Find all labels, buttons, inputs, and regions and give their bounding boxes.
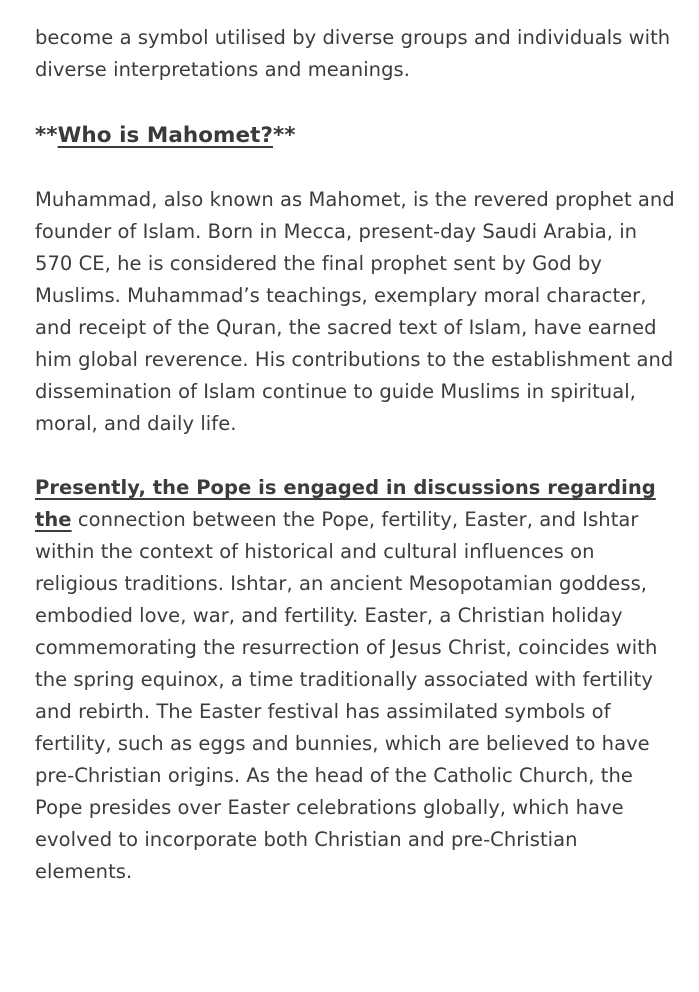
intro-paragraph: become a symbol utilised by diverse groups and individuals with diverse interpretations and meanings. xyxy=(35,26,671,81)
pope-text: connection between the Pope, fertility, Easter, and Ishtar within the context of historical and cultural influences on religious traditions. Ishtar, an ancient Mesopotamian goddess, embodied love, war, and fertility. Easter, a Christian holiday commemorating the resurrection of Jesus Christ, coincides with the spring equinox, a time traditionally associated with fertility and rebirth. The Easter festival has assimilated symbols of fertility, such as eggs and bunnies, which are believed to have pre-Christian origins. As the head of the Catholic Church, the Pope presides over Easter celebrations globally, which have evolved to incorporate both Christian and pre-Christian elements. xyxy=(35,508,658,883)
bio-paragraph: Muhammad, also known as Mahomet, is the revered prophet and founder of Islam. Born in Mecca, present-day Saudi Arabia, in 570 CE, he is considered the final prophet sent by God by Muslims. Muhammad’s teachings, exemplary moral character, and receipt of the Quran, the sacred text of Islam, have earned him global reverence. His contributions to the establishment and dissemination of Islam continue to guide Muslims in spiritual, moral, and daily life. xyxy=(35,188,675,435)
pope-lead: Presently, the Pope is engaged in discussions regarding the xyxy=(35,476,656,531)
heading-prefix: ** xyxy=(35,123,58,148)
heading-title: Who is Mahomet? xyxy=(57,123,273,148)
heading-suffix: ** xyxy=(273,123,296,148)
article-body xyxy=(35,22,675,888)
pope-paragraph xyxy=(35,472,675,888)
section-heading xyxy=(35,120,675,152)
